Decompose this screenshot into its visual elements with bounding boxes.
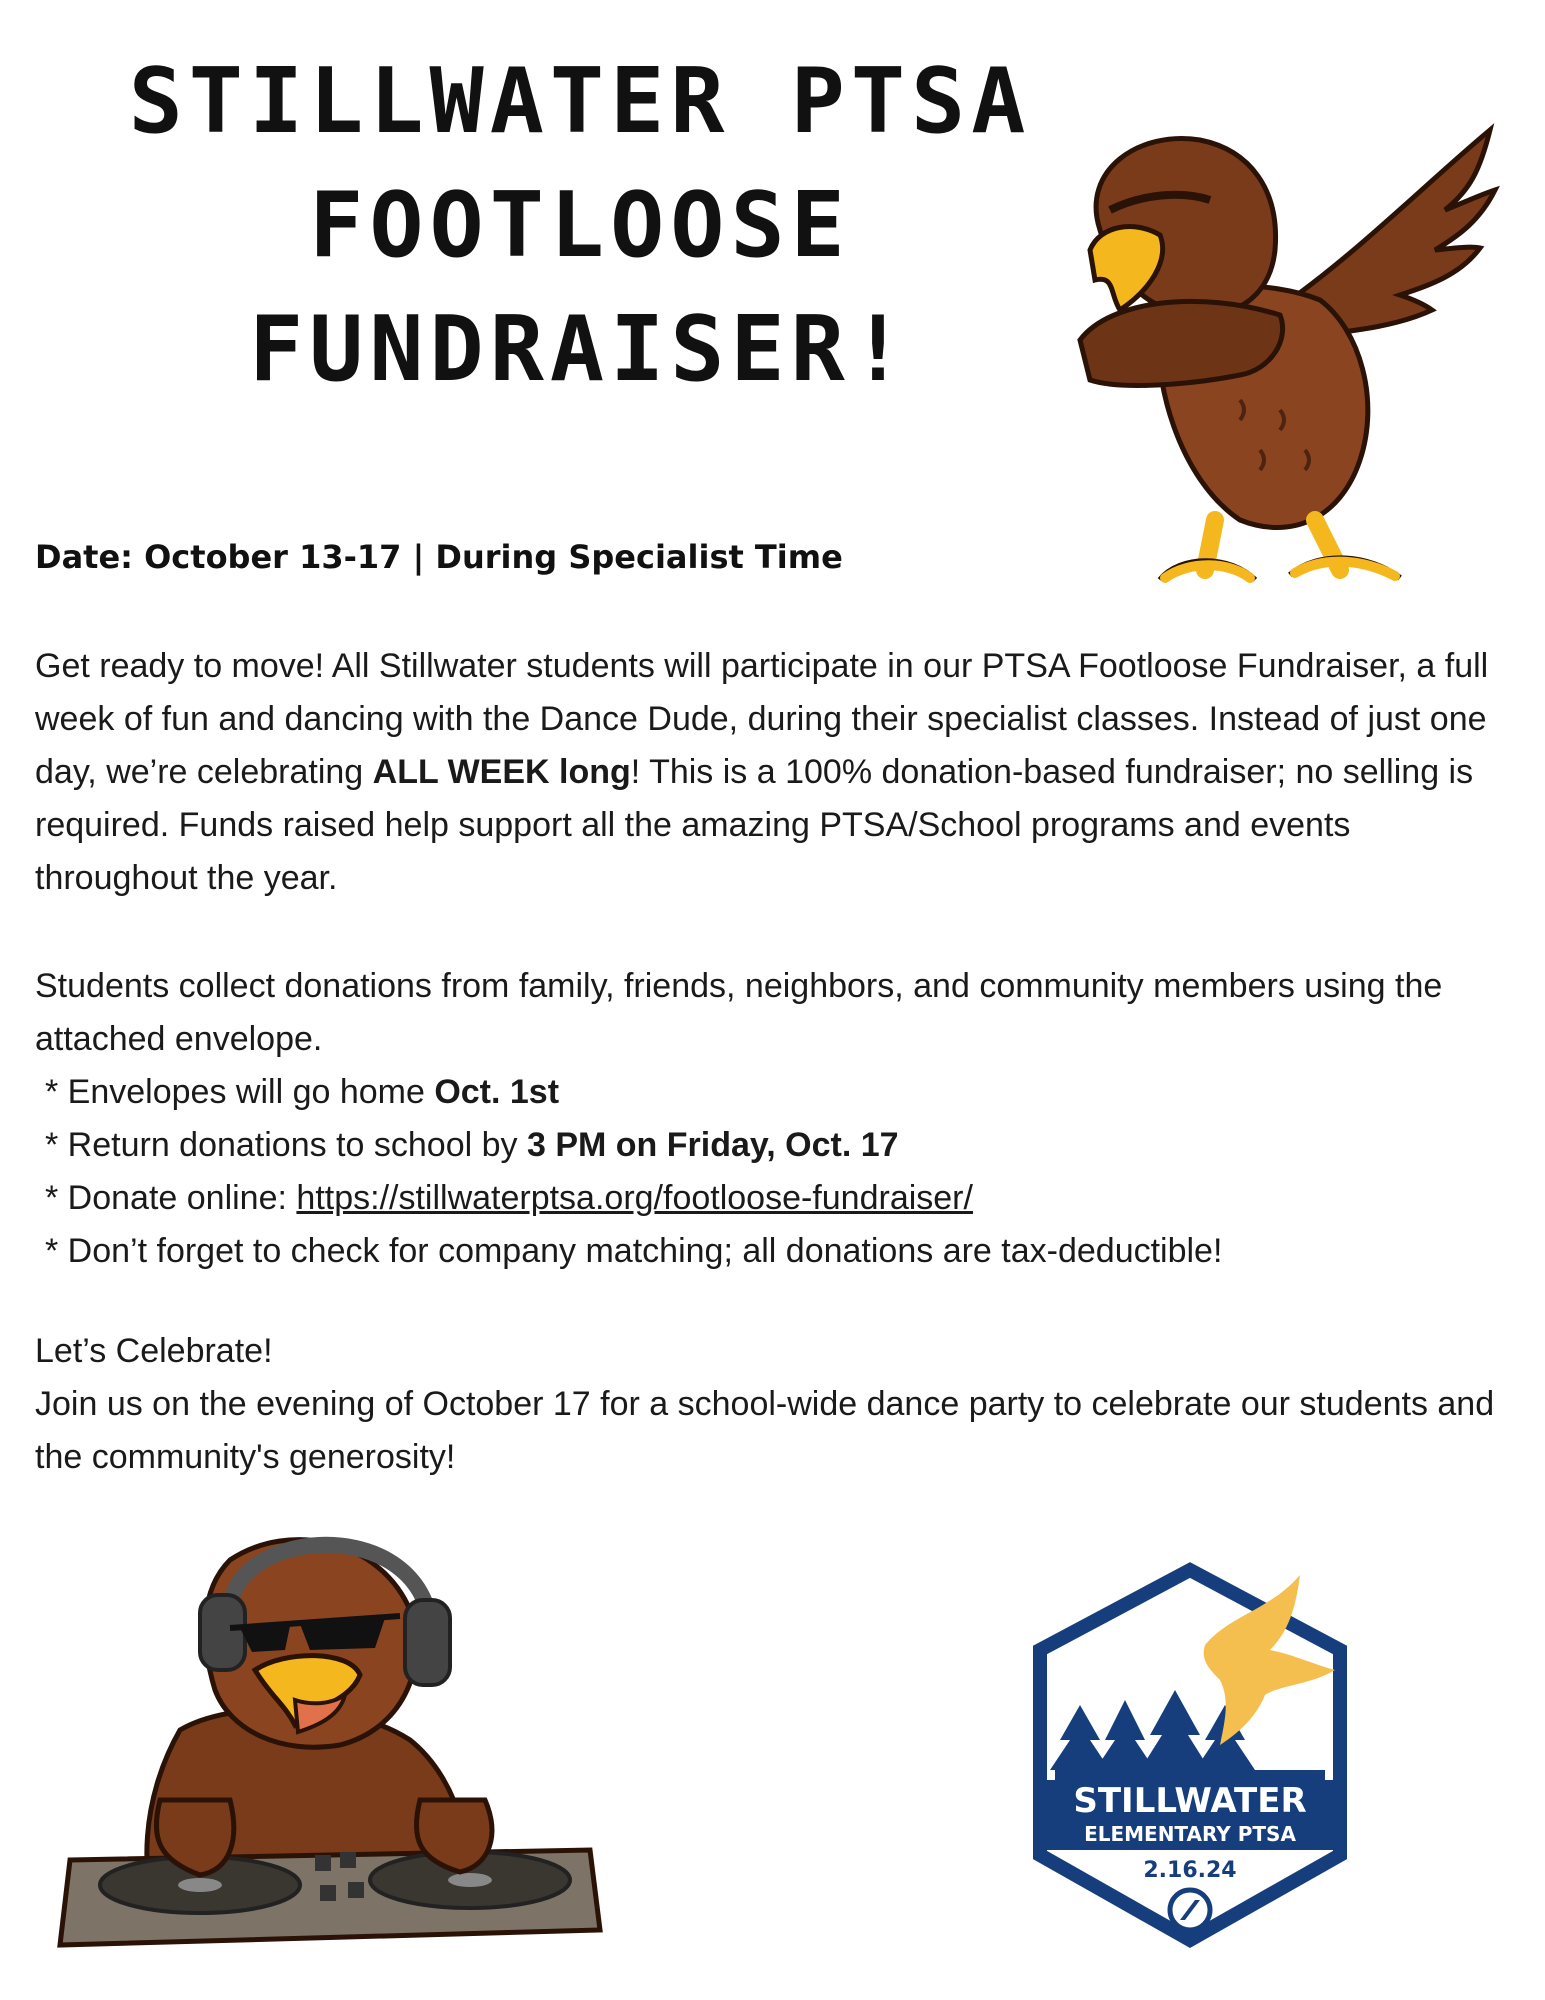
- logo-date: 2.16.24: [1143, 1858, 1237, 1883]
- collect-paragraph: Students collect donations from family, friends, neighbors, and community members using the attached envelope.: [35, 967, 1443, 1058]
- event-date-line: Date: October 13-17 | During Specialist Time: [35, 538, 843, 576]
- list-item-text: * Return donations to school by: [45, 1126, 527, 1164]
- list-item: [35, 1066, 1505, 1119]
- list-item-bold: 3 PM on Friday, Oct. 17: [526, 1126, 899, 1164]
- logo-name: STILLWATER: [1073, 1781, 1307, 1821]
- stillwater-ptsa-logo: [1020, 1555, 1360, 1955]
- list-item-text: * Donate online:: [45, 1179, 297, 1217]
- title-line-2: FOOTLOOSE: [309, 173, 851, 278]
- celebrate-heading: Let’s Celebrate!: [35, 1332, 273, 1370]
- list-item: [35, 1172, 1505, 1225]
- title-line-3: FUNDRAISER!: [248, 297, 912, 402]
- logo-badge: [1020, 1555, 1360, 1955]
- donate-online-link[interactable]: https://stillwaterptsa.org/footloose-fundraiser/: [296, 1179, 973, 1217]
- list-item: * Don’t forget to check for company matching; all donations are tax-deductible!: [45, 1232, 1223, 1270]
- list-item-bold: Oct. 1st: [434, 1073, 560, 1111]
- intro-text-start: Get ready to move! All Stillwater students will participate in our PTSA Footloose Fundraiser, a full week of fun and dancing with the Dance Dude, during their specialist classes. Instead of just one day, we’re celebrating: [35, 647, 1489, 791]
- title-line-1: STILLWATER PTSA: [128, 49, 1032, 154]
- flyer-title: [20, 40, 1140, 412]
- details-list: [35, 1066, 1505, 1278]
- intro-emphasis: ALL WEEK long: [372, 753, 631, 791]
- dj-eagle-illustration: [30, 1500, 620, 1975]
- list-item: [35, 1119, 1505, 1172]
- intro-text-end: ! This is a 100% donation-based fundraiser; no selling is required. Funds raised help support all the amazing PTSA/School programs and events throughout the year.: [35, 753, 1474, 897]
- intro-paragraph: [35, 640, 1505, 905]
- logo-subtitle: ELEMENTARY PTSA: [1084, 1822, 1296, 1846]
- dabbing-eagle-illustration: [1040, 100, 1510, 600]
- list-item-text: * Envelopes will go home: [45, 1073, 435, 1111]
- celebrate-paragraph: Join us on the evening of October 17 for a school-wide dance party to celebrate our students and the community's generosity!: [35, 1385, 1495, 1476]
